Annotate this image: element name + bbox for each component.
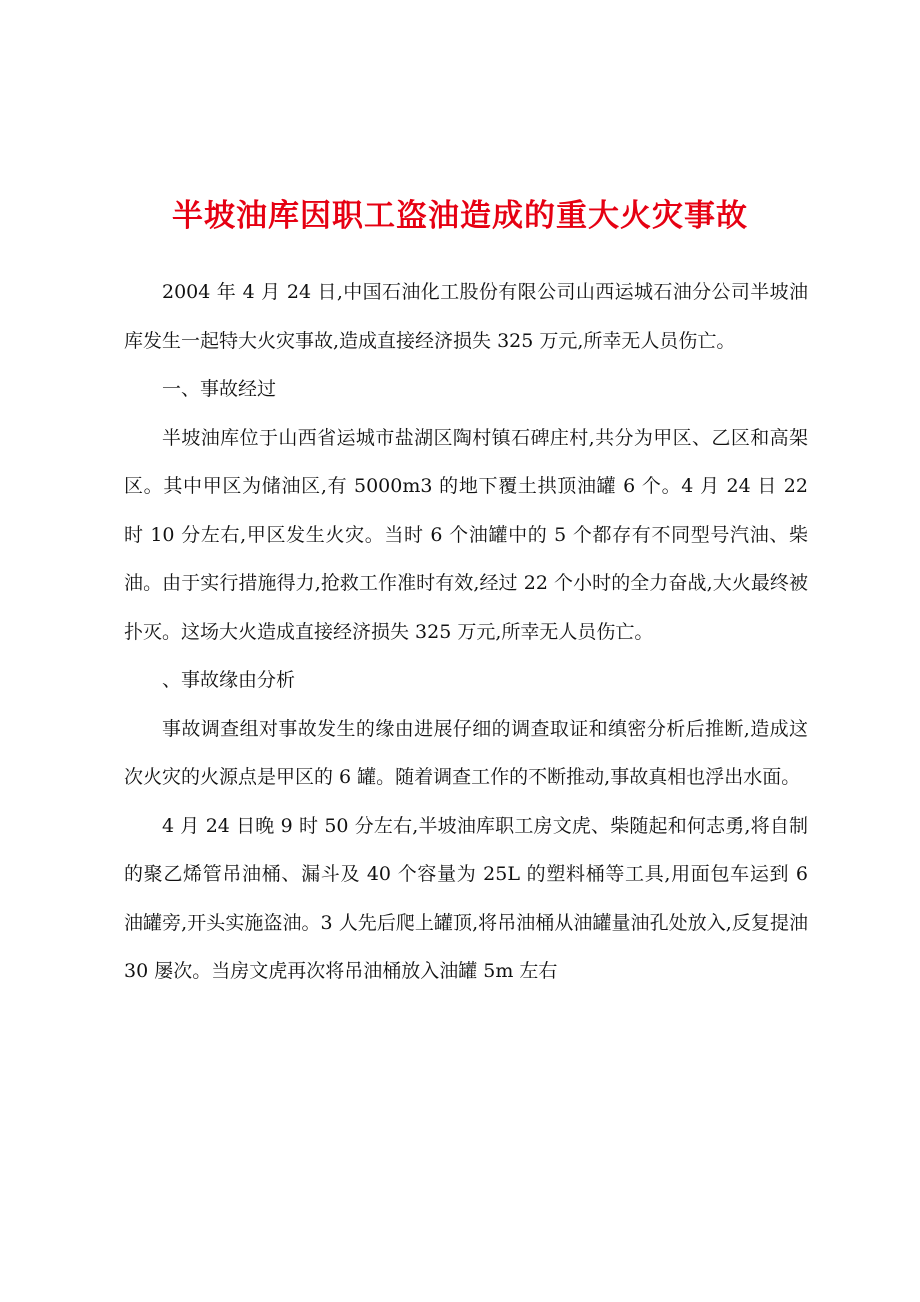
paragraph-theft-details: 4 月 24 日晚 9 时 50 分左右,半坡油库职工房文虎、柴随起和何志勇,将自制的聚乙烯管吊油桶、漏斗及 40 个容量为 25L 的塑料桶等工具,用面包车运到 6 油罐旁,开头实施盗油。3 人先后爬上罐顶,将吊油桶从油罐量油孔处放入,反复提油 30 屡次。当房文虎再次将吊油桶放入油罐 5m 左右 <box>124 814 808 982</box>
paragraph-investigation: 事故调查组对事故发生的缘由进展仔细的调查取证和缜密分析后推断,造成这次火灾的火源点是甲区的 6 罐。随着调查工作的不断推动,事故真相也浮出水面。 <box>124 717 808 788</box>
section-heading-cause-analysis: 、事故缘由分析 <box>162 669 296 691</box>
paragraph-accident-process: 半坡油库位于山西省运城市盐湖区陶村镇石碑庄村,共分为甲区、乙区和高架区。其中甲区为储油区,有 5000m3 的地下覆土拱顶油罐 6 个。4 月 24 日 22 时 10 分左右,甲区发生火灾。当时 6 个油罐中的 5 个都存有不同型号汽油、柴油。由于实行措施得力,抢救工作准时有效,经过 22 个小时的全力奋战,大火最终被扑灭。这场大火造成直接经济损失 325 万元,所幸无人员伤亡。 <box>124 426 808 643</box>
document-body <box>124 268 808 996</box>
document-title: 半坡油库因职工盗油造成的重大火灾事故 <box>172 198 748 234</box>
paragraph-intro: 2004 年 4 月 24 日,中国石油化工股份有限公司山西运城石油分公司半坡油库发生一起特大火灾事故,造成直接经济损失 325 万元,所幸无人员伤亡。 <box>124 281 808 352</box>
section-heading-accident-process: 一、事故经过 <box>162 378 277 400</box>
